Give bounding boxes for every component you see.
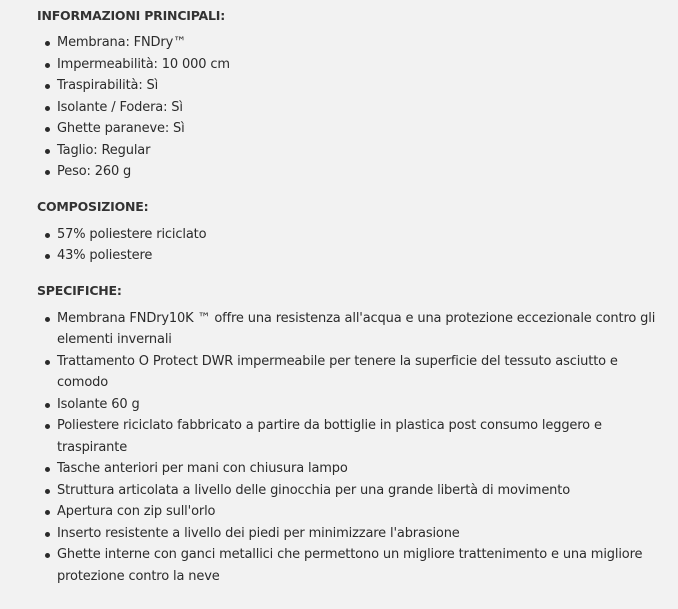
list-item: Membrana: FNDry™ [37, 32, 658, 54]
list-item: Struttura articolata a livello delle ginocchia per una grande libertà di movimento [37, 480, 658, 502]
section-title-specifications: SPECIFICHE: [37, 282, 122, 298]
list-item: 43% poliestere [37, 245, 658, 267]
section-title-main-info: INFORMAZIONI PRINCIPALI: [37, 8, 226, 23]
main-info-list [37, 32, 658, 183]
specifications-list [37, 308, 658, 588]
section-title-composition: COMPOSIZIONE: [37, 198, 149, 214]
section-specifications [37, 281, 658, 588]
list-item: Traspirabilità: Sì [37, 75, 658, 97]
section-main-info [37, 6, 658, 183]
list-item: Tasche anteriori per mani con chiusura lampo [37, 458, 658, 480]
list-item: Membrana FNDry10K ™ offre una resistenza all'acqua e una protezione eccezionale contro gli elementi invernali [37, 308, 658, 351]
list-item: Inserto resistente a livello dei piedi per minimizzare l'abrasione [37, 523, 658, 545]
list-item: 57% poliestere riciclato [37, 224, 658, 246]
list-item: Isolante / Fodera: Sì [37, 97, 658, 119]
list-item: Peso: 260 g [37, 161, 658, 183]
list-item: Poliestere riciclato fabbricato a partire da bottiglie in plastica post consumo leggero e traspirante [37, 415, 658, 458]
list-item: Ghette paraneve: Sì [37, 118, 658, 140]
list-item: Taglio: Regular [37, 140, 658, 162]
list-item: Isolante 60 g [37, 394, 658, 416]
section-composition [37, 197, 658, 267]
composition-list [37, 224, 658, 267]
list-item: Ghette interne con ganci metallici che permettono un migliore trattenimento e una migliore protezione contro la neve [37, 544, 658, 587]
list-item: Trattamento O Protect DWR impermeabile per tenere la superficie del tessuto asciutto e comodo [37, 351, 658, 394]
list-item: Apertura con zip sull'orlo [37, 501, 658, 523]
list-item: Impermeabilità: 10 000 cm [37, 54, 658, 76]
